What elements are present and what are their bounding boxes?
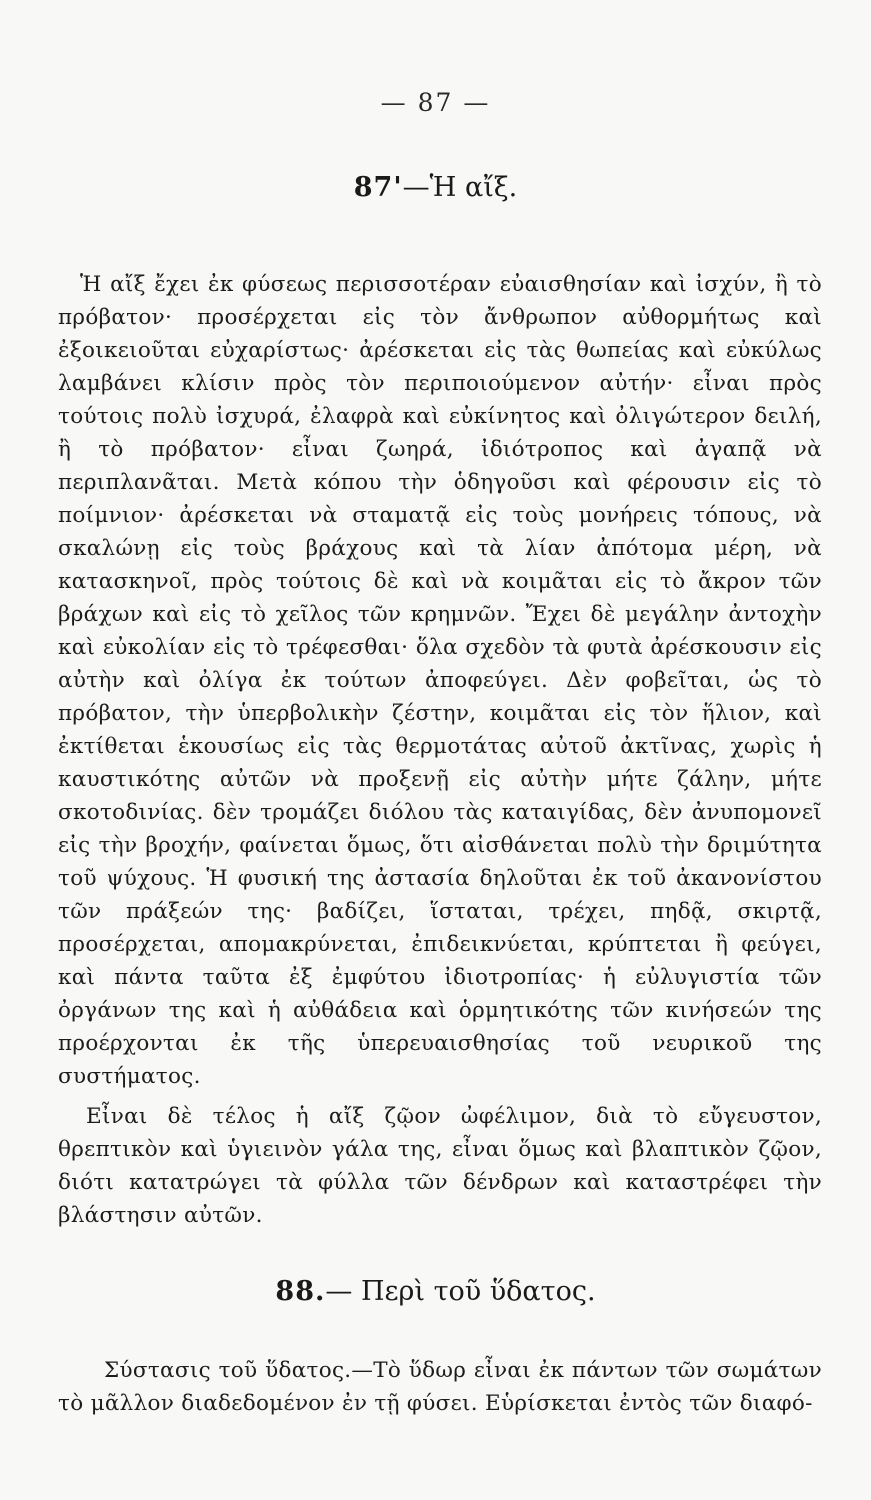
page-number: — 87 — <box>380 88 491 117</box>
section-number: 88. <box>275 1276 326 1307</box>
section-heading-87 <box>0 172 871 203</box>
paragraph-water-composition: Σύστασις τοῦ ὕδατος.—Τὸ ὕδωρ εἶναι ἐκ πάντων τῶν σωμάτων τὸ μᾶλλον διαδεδομένον ἐν τῇ φύσει. Εὑρίσκεται ἐντὸς τῶν διαφό- <box>58 1358 822 1416</box>
section-title: —Ἡ αἴξ. <box>402 172 518 203</box>
paragraph-goat-description: Ἡ αἴξ ἔχει ἐκ φύσεως περισσοτέραν εὐαισθησίαν καὶ ἰσχύν, ἢ τὸ πρόβατον· προσέρχεται εἰς τὸν ἄνθρωπον αὐθορμήτως καὶ ἐξοικειοῦται εὐχαρίστως· ἀρέσκεται εἰς τὰς θωπείας καὶ εὐκύλως λαμβάνει κλίσιν πρὸς τὸν περιποιούμενον αὐτήν· εἶναι πρὸς τούτοις πολὺ ἰσχυρά, ἐλαφρὰ καὶ εὐκίνητος καὶ ὀλιγώτερον δειλή, ἢ τὸ πρόβατον· εἶναι ζωηρά, ἰδιότροπος καὶ ἀγαπᾷ νὰ περιπλανᾶται. Μετὰ κόπου τὴν ὁδηγοῦσι καὶ φέρουσιν εἰς τὸ ποίμνιον· ἀρέσκεται νὰ σταματᾷ εἰς τοὺς μονήρεις τόπους, νὰ σκαλώνῃ εἰς τοὺς βράχους καὶ τὰ λίαν ἀπότομα μέρη, νὰ κατασκηνοῖ, πρὸς τούτοις δὲ καὶ νὰ κοιμᾶται εἰς τὸ ἄκρον τῶν βράχων καὶ εἰς τὸ χεῖλος τῶν κρημνῶν. Ἔχει δὲ μεγάλην ἀντοχὴν καὶ εὐκολίαν εἰς τὸ τρέφεσθαι· ὅλα σχεδὸν τὰ φυτὰ ἀρέσκουσιν εἰς αὐτὴν καὶ ὀλίγα ἐκ τούτων ἀποφεύγει. Δὲν φοβεῖται, ὡς τὸ πρόβατον, τὴν ὑπερβολικὴν ζέστην, κοιμᾶται εἰς τὸν ἥλιον, καὶ ἐκτίθεται ἑκουσίως εἰς τὰς θερμοτάτας αὐτοῦ ἀκτῖνας, χωρὶς ἡ καυστικότης αὐτῶν νὰ προξενῇ εἰς αὐτὴν μήτε ζάλην, μήτε σκοτοδινίας. δὲν τρομάζει διόλου τὰς καταιγίδας, δὲν ἀνυπομονεῖ εἰς τὴν βροχήν, φαίνεται ὅμως, ὅτι αἰσθάνεται πολὺ τὴν δριμύτητα τοῦ ψύχους. Ἡ φυσική της ἀστασία δηλοῦται ἐκ τοῦ ἀκανονίστου τῶν πράξεών της· βαδίζει, ἵσταται, τρέχει, πηδᾷ, σκιρτᾷ, προσέρχεται, απομακρύνεται, ἐπιδεικνύεται, κρύπτεται ἢ φεύγει, καὶ πάντα ταῦτα ἐξ ἐμφύτου ἰδιοτροπίας· ἡ εὐλυγιστία τῶν ὀργάνων της καὶ ἡ αὐθάδεια καὶ ὁρμητικότης τῶν κινήσεών της προέρχονται ἐκ τῆς ὑπερευαισθησίας τοῦ νευρικοῦ της συστήματος. <box>58 272 822 1089</box>
section-number: 87' <box>353 172 403 203</box>
section-heading-88 <box>0 1276 871 1307</box>
paragraph-goat-usefulness: Εἶναι δὲ τέλος ἡ αἴξ ζῷον ὠφέλιμον, διὰ τὸ εὔγευστον, θρεπτικὸν καὶ ὑγιεινὸν γάλα της, εἶναι ὅμως καὶ βλαπτικὸν ζῷον, διότι κατατρώγει τὰ φύλλα τῶν δένδρων καὶ καταστρέφει τὴν βλάστησιν αὐτῶν. <box>58 1104 822 1228</box>
section-title: — Περὶ τοῦ ὕδατος. <box>325 1276 596 1307</box>
